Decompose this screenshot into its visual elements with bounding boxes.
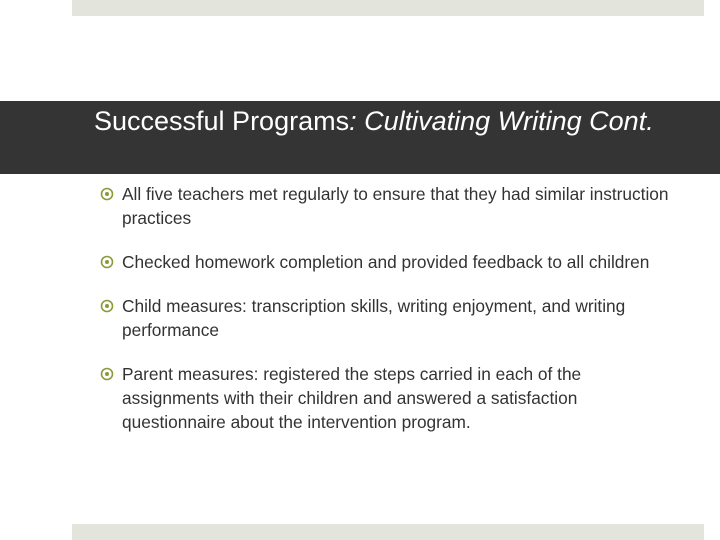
target-circle-icon xyxy=(100,255,114,269)
bullet-text: All five teachers met regularly to ensure that they had similar instruction practices xyxy=(122,184,669,228)
bullet-text: Checked homework completion and provided feedback to all children xyxy=(122,252,650,272)
target-circle-icon xyxy=(100,187,114,201)
bullet-item xyxy=(100,250,680,274)
bullet-item xyxy=(100,182,680,230)
top-accent-strip xyxy=(72,0,704,16)
target-circle-icon xyxy=(100,367,114,381)
bullet-item xyxy=(100,294,680,342)
slide-title xyxy=(94,104,694,139)
bullet-item xyxy=(100,362,680,434)
bullet-text: Parent measures: registered the steps carried in each of the assignments with their children and answered a satisfaction questionnaire about the intervention program. xyxy=(122,364,582,432)
target-circle-icon xyxy=(100,299,114,313)
bullet-list xyxy=(100,182,680,454)
slide-title-main: Successful Programs xyxy=(94,106,350,136)
bullet-text: Child measures: transcription skills, writing enjoyment, and writing performance xyxy=(122,296,626,340)
slide-title-subtitle: : Cultivating Writing Cont. xyxy=(349,106,654,136)
bottom-accent-strip xyxy=(72,524,704,540)
